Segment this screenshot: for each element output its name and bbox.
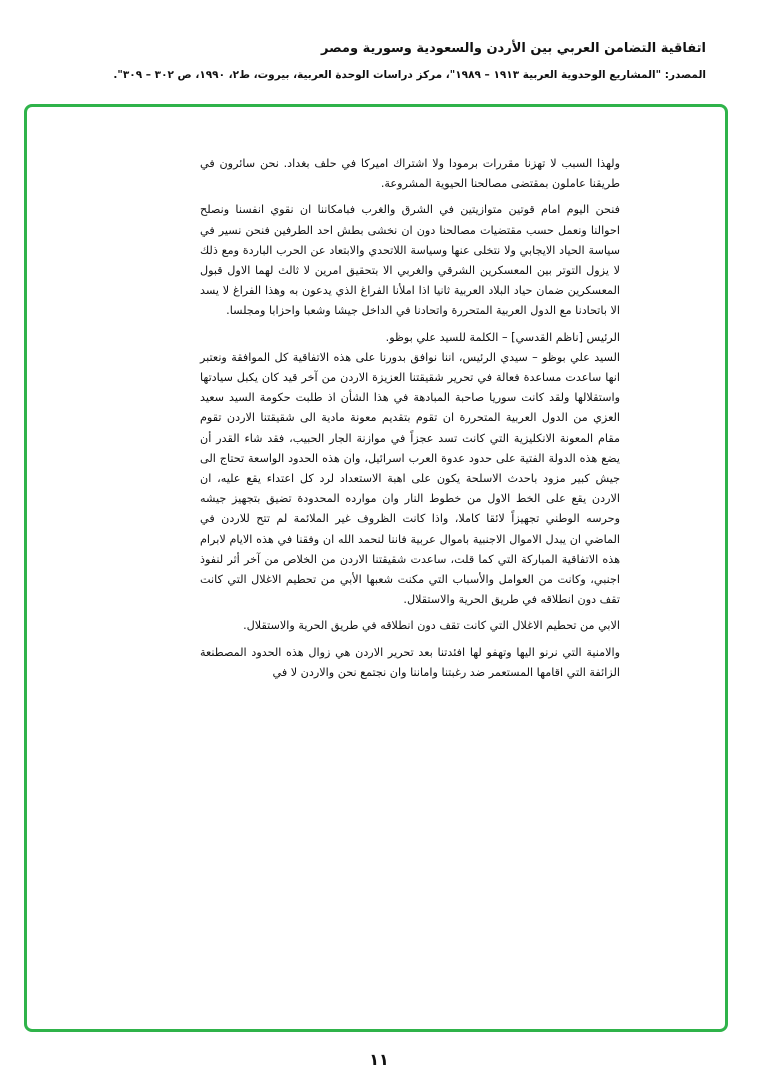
paragraph: الرئيس [ناظم القدسي] – الكلمة للسيد علي بوظو. السيد علي بوظو – سيدي الرئيس، اننا نوافق بدورنا على هذه الاتفاقية كل الموافقة ونعتبر انها ساعدت مساعدة فعالة في تحرير شقيقتنا العزيزة الاردن من آخر قيد كان يكبل سيادتها واستقلالها ولقد كانت سوريا صاحبة المبادهة في هذا الشأن اذ طلبت حكومة السيد سعيد العزي من الدول العربية المتحررة ان تقوم بتقديم معونة مادية الى شقيقتنا الاردن تقوم مقام المعونة الانكليزية التي كانت تسد عجزاً في موازنة الجار الحبيب، فقد شاء القدر أن يضع هذه الدولة الفتية على حدود عدوة العرب اسرائيل، وان هذه الحدود الواسعة تحتاج الى جيش كبير مزود باحدث الاسلحة يكون على اهبة الاستعداد لرد كل اعتداء يقع عليه، ان الاردن يقع على الخط الاول من خطوط النار وان موارده المحدودة تضيق بتجهيز جيشه وحرسه الوطني تجهيزاً لائقا كاملا، واذا كانت الظروف غير الملائمة لم تتح للاردن في الماضي ان يبدل الاموال الاجنبية باموال عربية فاننا لنحمد الله ان وفقنا في هذه الايام لابرام هذه الاتفاقية المباركة التي كما قلت، ساعدت شقيقتنا الاردن من الخلاص من آخر أثر لنفوذ اجنبي، وكانت من العوامل والأسباب التي مكنت شعبها الأبي من تحطيم الاغلال التي كانت تقف دون انطلاقه في طريق الحرية والاستقلال. <box>200 330 620 607</box>
body-text <box>200 154 620 689</box>
paragraph: والامنية التي نرنو اليها وتهفو لها افئدتنا بعد تحرير الاردن هي زوال هذه الحدود المصطنعة الزائفة التي اقامها المستعمر ضد رغبتنا واماننا وان نجتمع نحن والاردن لا في <box>200 645 620 679</box>
paragraph: الابي من تحطيم الاغلال التي كانت تقف دون انطلاقه في طريق الحرية والاستقلال. <box>243 619 620 633</box>
page-number: ١١ <box>369 1050 389 1069</box>
paragraph: فنحن اليوم امام قوتين متوازيتين في الشرق والغرب فبامكاننا ان نقوي انفسنا ونصلح احوالنا ونعمل حسب مقتضيات مصالحنا دون ان نخشى بطش احد الطرفين فنحن نسير في سياسة الحياد الايجابي ولا نتخلى عنها وسياسة اللاتحدي والابتعاد عن الحرب الباردة ومع ذلك لا يزول التوتر بين المعسكرين الشرقي والغربي الا بتحقيق امرين لا ثالث لهما الاول قبول المعسكرين ضمان حياد البلاد العربية ثانيا اذا املأنا الفراغ الذي يدعون به وهذا الفراغ لا يسد الا باتحادنا مع الدول العربية المتحررة واتحادنا في الداخل جيشا وشعبا واحزابا ومجلسا. <box>200 203 620 318</box>
document-title: اتفاقية التضامن العربي بين الأردن والسعودية وسورية ومصر <box>321 41 706 56</box>
paragraph: ولهذا السبب لا تهزنا مقررات برمودا ولا اشتراك اميركا في حلف بغداد. نحن سائرون في طريقنا عاملون بمقتضى مصالحنا الحيوية المشروعة. <box>200 157 620 191</box>
source-citation: المصدر: "المشاريع الوحدوية العربية ١٩١٣ – ١٩٨٩"، مركز دراسات الوحدة العربية، بيروت، ط٢، ١٩٩٠، ص ٣٠٢ – ٣٠٩". <box>113 69 706 81</box>
